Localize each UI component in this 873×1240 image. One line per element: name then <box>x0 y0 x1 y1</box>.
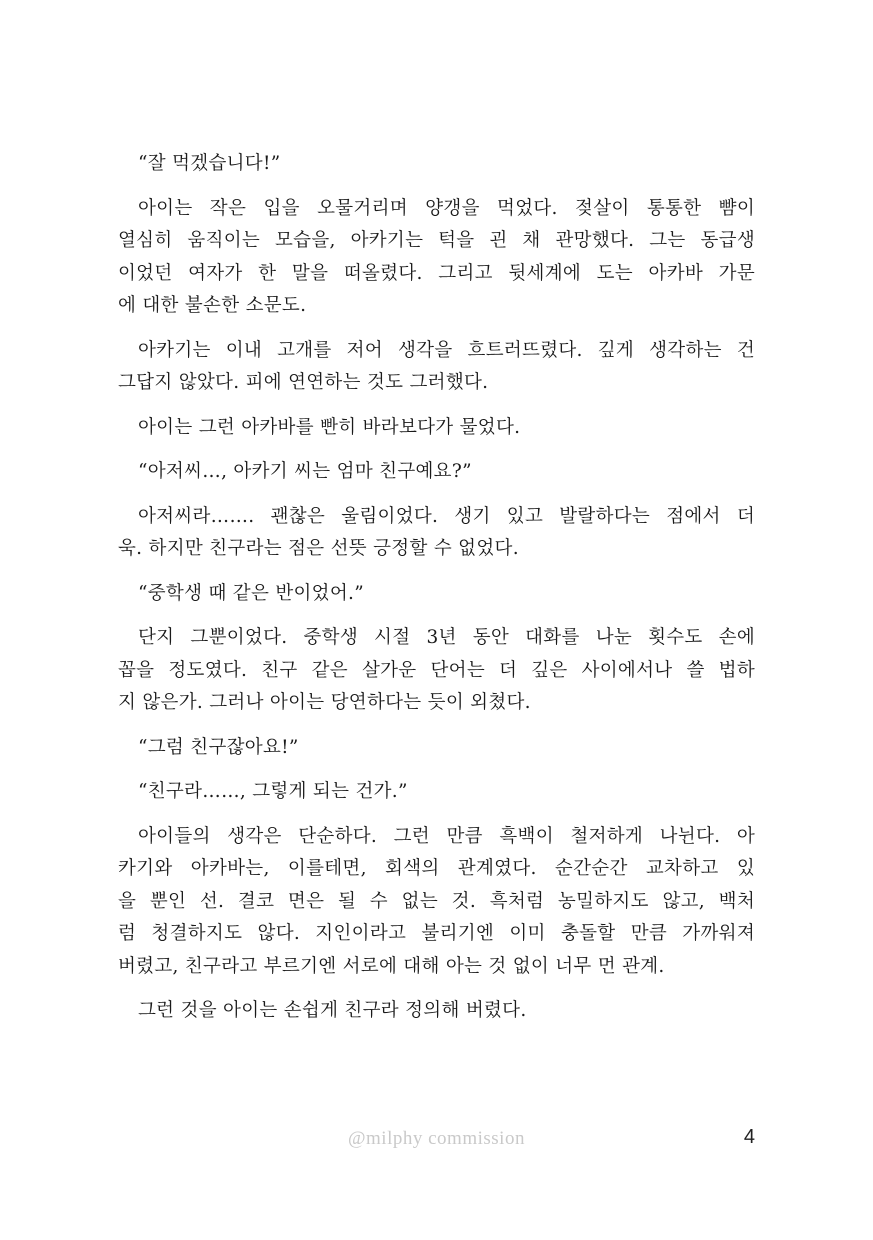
paragraph <box>118 335 755 400</box>
text-line: 을 뿐인 선. 결코 면은 될 수 없는 것. 흑처럼 농밀하지도 않고, 백처 <box>118 890 755 912</box>
text-line: “그럼 친구잖아요!” <box>138 736 299 758</box>
paragraph <box>118 995 755 1028</box>
paragraph <box>118 148 755 181</box>
text-line: 아이는 그런 아카바를 빤히 바라보다가 물었다. <box>138 416 521 438</box>
text-line: 아저씨라……. 괜찮은 울림이었다. 생기 있고 발랄하다는 점에서 더 <box>138 505 755 527</box>
text-line: 열심히 움직이는 모습을, 아카기는 턱을 괸 채 관망했다. 그는 동급생 <box>118 230 755 251</box>
watermark: @milphy commission <box>348 1128 525 1149</box>
paragraph <box>118 821 755 984</box>
text-line: “친구라……, 그렇게 되는 건가.” <box>138 781 408 802</box>
page-number: 4 <box>743 1126 755 1148</box>
text-line: “중학생 때 같은 반이었어.” <box>138 582 364 604</box>
text-line: 아이는 작은 입을 오물거리며 양갱을 먹었다. 젖살이 통통한 뺨이 <box>138 197 755 219</box>
text-line: 욱. 하지만 친구라는 점은 선뜻 긍정할 수 없었다. <box>118 538 519 559</box>
text-line: 아이들의 생각은 단순하다. 그런 만큼 흑백이 철저하게 나뉜다. 아 <box>138 825 755 847</box>
text-line: 단지 그뿐이었다. 중학생 시절 3년 동안 대화를 나눈 횟수도 손에 <box>138 627 755 648</box>
text-line: 그런 것을 아이는 손쉽게 친구라 정의해 버렸다. <box>138 1000 527 1021</box>
paragraph <box>118 501 755 566</box>
paragraph <box>118 622 755 720</box>
text-line: 버렸고, 친구라고 부르기엔 서로에 대해 아는 것 없이 너무 먼 관계. <box>118 955 665 977</box>
text-line: 그답지 않았다. 피에 연연하는 것도 그러했다. <box>118 372 489 393</box>
text-line: 꼽을 정도였다. 친구 같은 살가운 단어는 더 깊은 사이에서나 쓸 법하 <box>118 659 755 681</box>
paragraph <box>118 732 755 765</box>
text-line: 지 않은가. 그러나 아이는 당연하다는 듯이 외쳤다. <box>118 692 531 713</box>
paragraph <box>118 193 755 323</box>
text-line: 럼 청결하지도 않다. 지인이라고 불리기엔 이미 충돌할 만큼 가까워져 <box>118 923 755 944</box>
paragraph <box>118 412 755 445</box>
text-line: 에 대한 불손한 소문도. <box>118 295 307 316</box>
text-line: 아카기는 이내 고개를 저어 생각을 흐트러뜨렸다. 깊게 생각하는 건 <box>138 339 755 361</box>
text-line: 이었던 여자가 한 말을 떠올렸다. 그리고 뒷세계에 도는 아카바 가문 <box>118 262 755 284</box>
paragraph <box>118 578 755 611</box>
paragraph <box>118 456 755 489</box>
paragraph <box>118 776 755 809</box>
text-line: “잘 먹겠습니다!” <box>138 153 281 174</box>
text-line: 카기와 아카바는, 이를테면, 회색의 관계였다. 순간순간 교차하고 있 <box>118 858 755 879</box>
page-body <box>118 148 755 1040</box>
text-line: “아저씨…, 아카기 씨는 엄마 친구예요?” <box>138 461 472 482</box>
